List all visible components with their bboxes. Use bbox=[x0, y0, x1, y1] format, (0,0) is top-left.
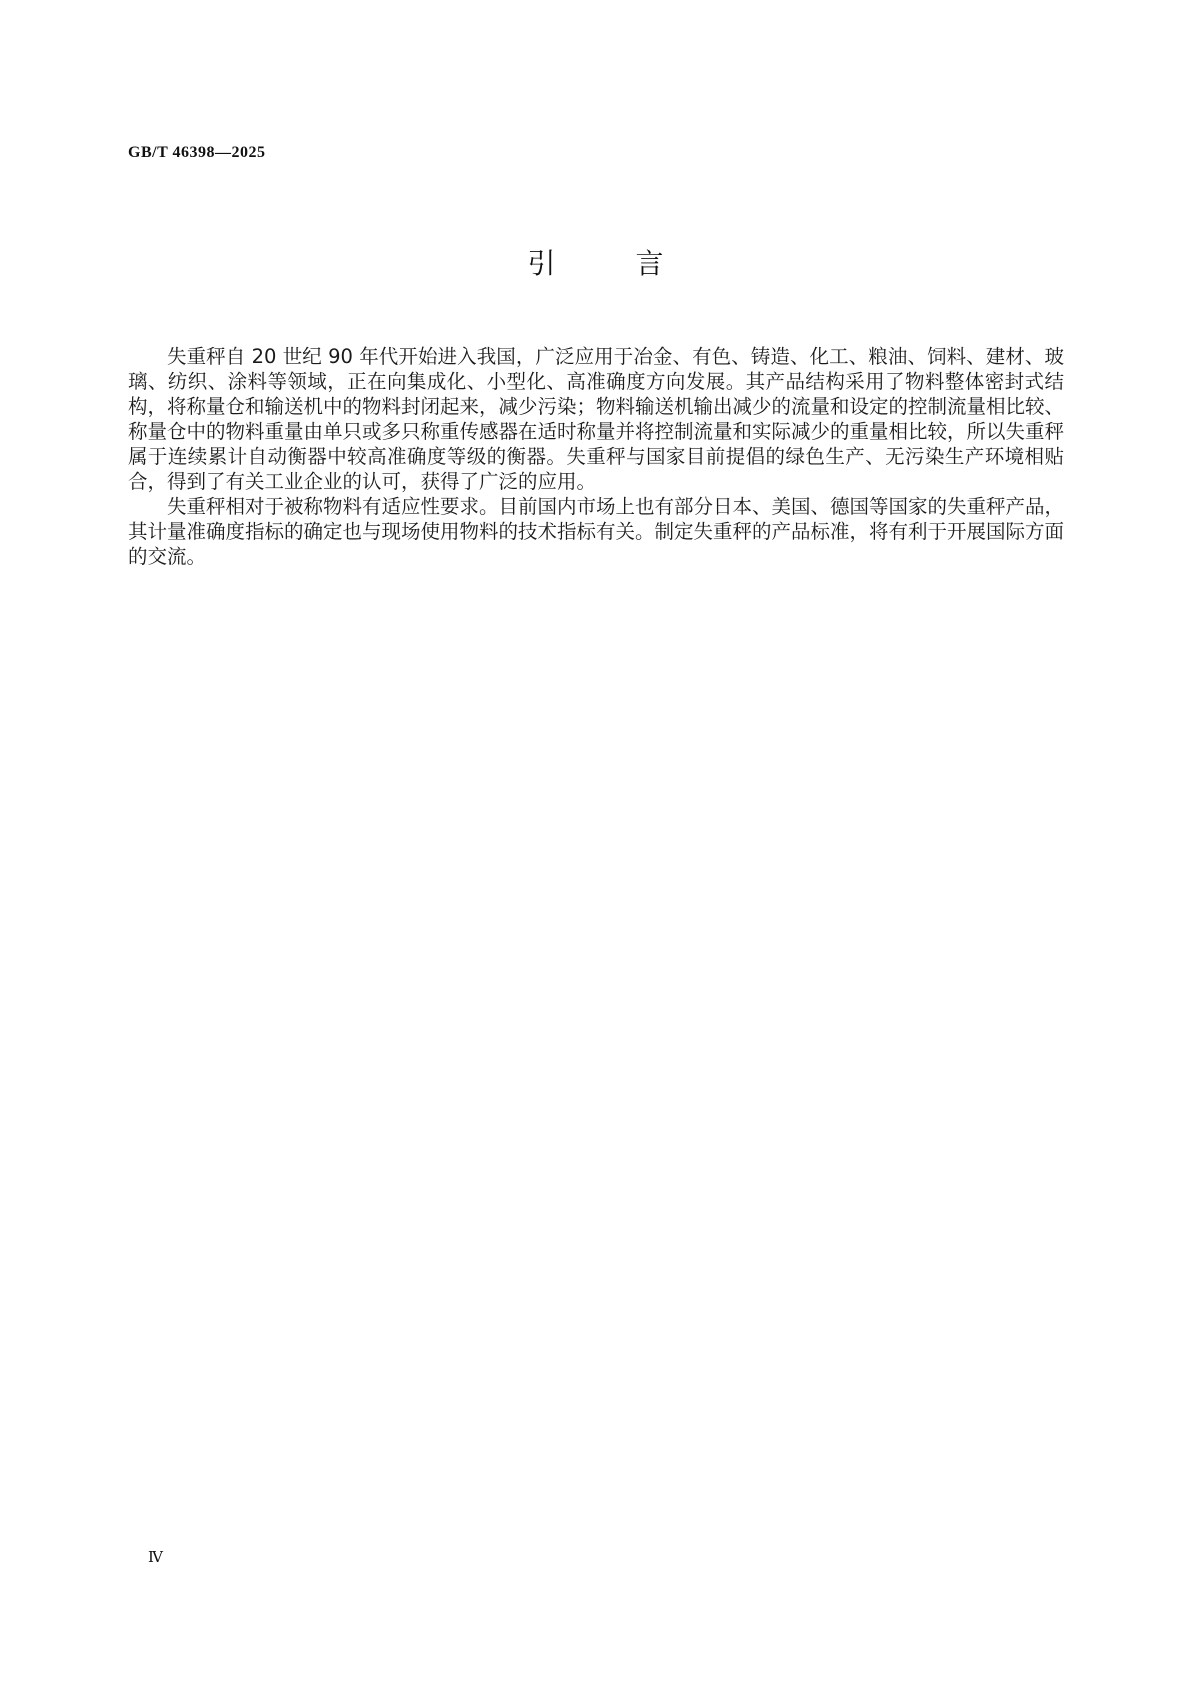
paragraph: 失重秤自 20 世纪 90 年代开始进入我国，广泛应用于冶金、有色、铸造、化工、粮油、饲料、建材、玻璃、纺织、涂料等领域，正在向集成化、小型化、高准确度方向发展。其产品结构采用了物料整体密封式结构，将称量仓和输送机中的物料封闭起来，减少污染；物料输送机输出减少的流量和设定的控制流量相比较、称量仓中的物料重量由单只或多只称重传感器在适时称量并将控制流量和实际减少的重量相比较，所以失重秤属于连续累计自动衡器中较高准确度等级的衡器。失重秤与国家目前提倡的绿色生产、无污染生产环境相贴合，得到了有关工业企业的认可，获得了广泛的应用。 bbox=[128, 345, 1065, 493]
standard-code: GB/T 46398—2025 bbox=[128, 144, 266, 161]
page-number: Ⅳ bbox=[148, 1550, 163, 1566]
paragraph: 失重秤相对于被称物料有适应性要求。目前国内市场上也有部分日本、美国、德国等国家的失重秤产品，其计量准确度指标的确定也与现场使用物料的技术指标有关。制定失重秤的产品标准，将有利于开展国际方面的交流。 bbox=[128, 495, 1065, 568]
section-title: 引言 bbox=[527, 247, 744, 280]
introduction-body bbox=[128, 344, 1064, 569]
